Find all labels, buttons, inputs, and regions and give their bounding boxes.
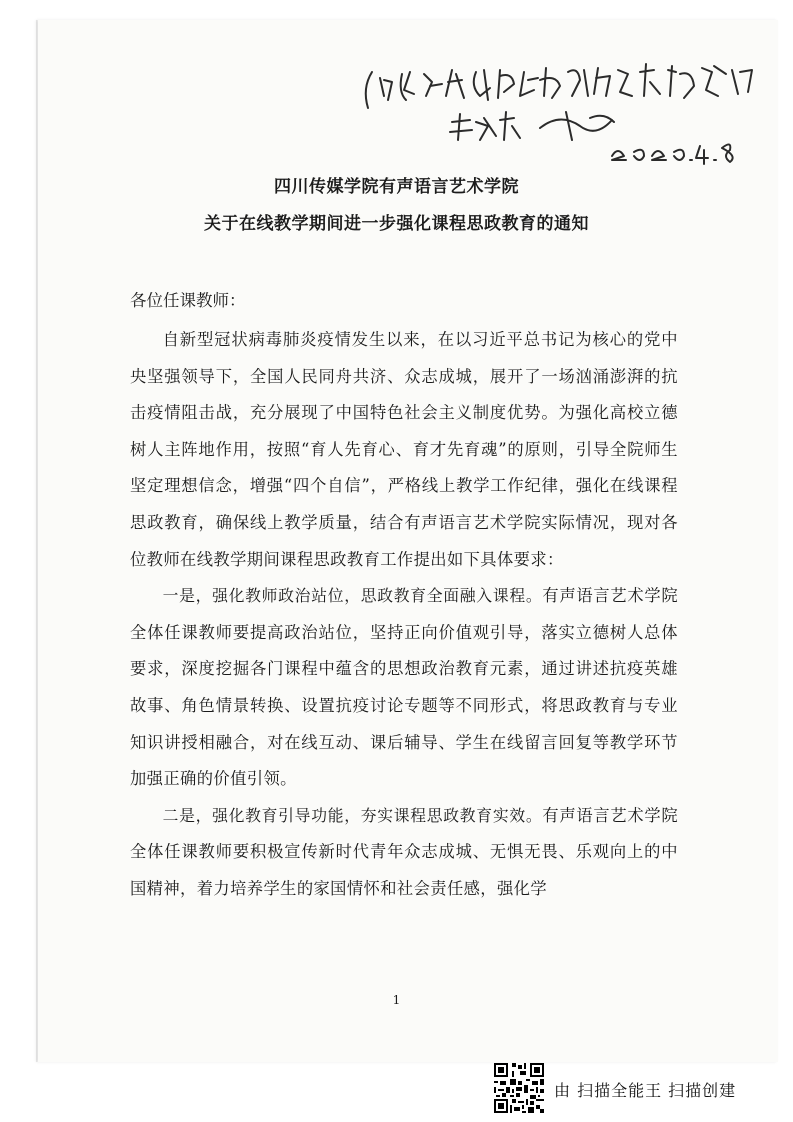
paragraph-lead: 二是，强化教育引导功能，夯实课程思政教育实效。 (162, 805, 543, 825)
salutation: 各位任课教师： (130, 291, 246, 310)
scanner-watermark (494, 1063, 784, 1119)
paragraph-text: 有声语言艺术学院全体任课教师要积极宣传新时代青年众志成城、无惧无畏、乐观向上的中国精神，着力培养学生的家国情怀和社会责任感，强化学 (130, 805, 679, 898)
document-title-institution: 四川传媒学院有声语言艺术学院 (274, 177, 519, 197)
paragraph-intro (130, 322, 678, 578)
paragraph-text: 自新型冠状病毒肺炎疫情发生以来，在以习近平总书记为核心的党中央坚强领导下，全国人民同舟共济、众志成城，展开了一场汹涌澎湃的抗击疫情阻击战，充分展现了中国特色社会主义制度优势。为强化高校立德树人主阵地作用，按照“育人先育心、育才先育魂”的原则，引导全院师生坚定理想信念，增强“四个自信”，严格线上教学工作纪律，强化在线课程思政教育，确保线上教学质量，结合有声语言艺术学院实际情况，现对各位教师在线教学期间课程思政教育工作提出如下具体要求： (130, 330, 678, 569)
handwriting-scribble (0, 0, 793, 170)
paragraph-lead: 一是，强化教师政治站位，思政教育全面融入课程。 (162, 586, 543, 606)
document-body (130, 322, 678, 908)
page-number: 1 (392, 993, 401, 1007)
watermark-text: 由 扫描全能王 扫描创建 (554, 1081, 737, 1100)
qr-code-icon (494, 1063, 544, 1113)
paragraph-point-one (130, 578, 678, 798)
handwritten-annotation (0, 0, 793, 170)
paragraph-point-two (130, 798, 678, 908)
document-title-subject: 关于在线教学期间进一步强化课程思政教育的通知 (204, 214, 589, 234)
paragraph-text: 有声语言艺术学院全体任课教师要提高政治站位，坚持正向价值观引导，落实立德树人总体要求，深度挖掘各门课程中蕴含的思想政治教育元素，通过讲述抗疫英雄故事、角色情景转换、设置抗疫讨论专题等不同形式，将思政教育与专业知识讲授相融合，对在线互动、课后辅导、学生在线留言回复等教学环节加强正确的价值引领。 (130, 586, 679, 789)
